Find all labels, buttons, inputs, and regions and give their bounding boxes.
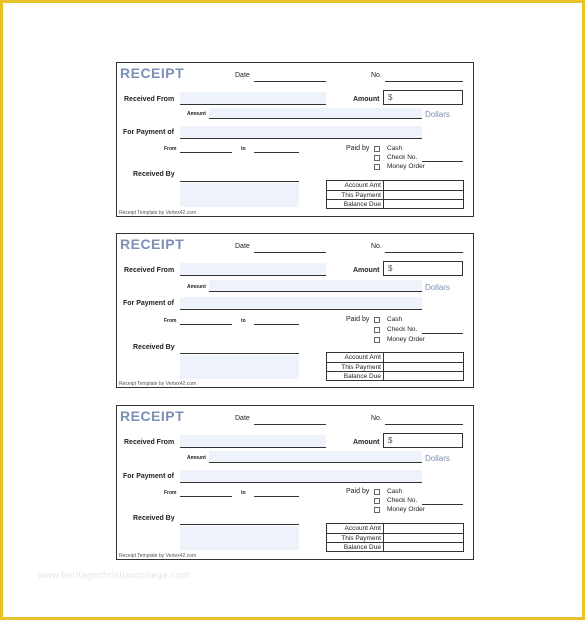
received-from-field[interactable] [180,104,326,105]
date-field[interactable] [254,81,326,82]
amount-words-label: Amount [187,455,206,461]
receipt-title: RECEIPT [120,65,185,81]
dollar-sign: $ [388,264,393,273]
from-field[interactable] [180,324,232,325]
amount-words-field[interactable] [209,291,422,292]
amount-box[interactable] [383,261,463,276]
cash-checkbox[interactable] [374,489,380,495]
money-order-label: Money Order [387,506,425,513]
paid-by-label: Paid by [346,145,370,152]
receipt-2 [116,233,474,388]
amount-box[interactable] [383,90,463,105]
dollar-sign: $ [388,93,393,102]
for-payment-field[interactable] [180,309,422,310]
check-number-field[interactable] [422,333,463,334]
received-by-field[interactable] [180,181,299,182]
check-no-label: Check No. [387,326,418,333]
balance-due-field[interactable] [384,200,463,209]
for-payment-label: For Payment of [123,473,174,480]
receipt-3 [116,405,474,560]
check-no-label: Check No. [387,497,418,504]
dollars-label: Dollars [425,283,450,292]
amount-words-field[interactable] [209,118,422,119]
for-payment-label: For Payment of [123,129,174,136]
to-field[interactable] [254,152,299,153]
cash-label: Cash [387,145,403,152]
balance-due-label: Balance Due [327,372,384,381]
receipt-title: RECEIPT [120,236,185,252]
to-field[interactable] [254,496,299,497]
to-field[interactable] [254,324,299,325]
balance-due-label: Balance Due [327,543,384,552]
check-checkbox[interactable] [374,155,380,161]
money-order-checkbox[interactable] [374,507,380,513]
account-amt-label: Account Amt [327,353,384,362]
dollar-sign: $ [388,436,393,445]
from-label: From [164,318,177,324]
from-label: From [164,146,177,152]
receipt-footer: Receipt Template by Vertex42.com [119,210,197,216]
this-payment-label: This Payment [327,191,384,200]
amount-box[interactable] [383,433,463,448]
received-from-field[interactable] [180,275,326,276]
from-field[interactable] [180,152,232,153]
to-label: to [241,318,246,324]
date-label: Date [235,72,250,79]
account-amt-field[interactable] [384,181,463,190]
received-by-label: Received By [133,344,175,351]
no-label: No. [371,415,382,422]
account-amt-field[interactable] [384,353,463,362]
money-order-label: Money Order [387,163,425,170]
receipt-title: RECEIPT [120,408,185,424]
received-from-label: Received From [124,267,175,274]
received-by-field[interactable] [180,353,299,354]
balance-due-field[interactable] [384,543,463,552]
balance-due-label: Balance Due [327,200,384,209]
receipt-footer: Receipt Template by Vertex42.com [119,381,197,387]
receipt-number-field[interactable] [385,81,463,82]
date-label: Date [235,415,250,422]
check-checkbox[interactable] [374,327,380,333]
check-no-label: Check No. [387,154,418,161]
cash-label: Cash [387,316,403,323]
dollars-label: Dollars [425,454,450,463]
cash-checkbox[interactable] [374,317,380,323]
cash-checkbox[interactable] [374,146,380,152]
totals-table [326,352,464,381]
for-payment-label: For Payment of [123,300,174,307]
dollars-label: Dollars [425,110,450,119]
receipt-1 [116,62,474,217]
amount-words-label: Amount [187,111,206,117]
totals-table [326,523,464,552]
cash-label: Cash [387,488,403,495]
account-amt-label: Account Amt [327,524,384,533]
received-by-field[interactable] [180,524,299,525]
account-amt-label: Account Amt [327,181,384,190]
money-order-label: Money Order [387,336,425,343]
amount-words-label: Amount [187,284,206,290]
this-payment-label: This Payment [327,363,384,372]
watermark-text: www.heritagechristiancollege.com [38,570,190,580]
receipt-footer: Receipt Template by Vertex42.com [119,553,197,559]
to-label: to [241,490,246,496]
no-label: No. [371,243,382,250]
received-from-field[interactable] [180,447,326,448]
received-from-label: Received From [124,439,175,446]
amount-label: Amount [353,439,380,446]
amount-words-field[interactable] [209,462,422,463]
balance-due-field[interactable] [384,372,463,381]
check-checkbox[interactable] [374,498,380,504]
amount-label: Amount [353,96,380,103]
no-label: No. [371,72,382,79]
received-by-label: Received By [133,515,175,522]
for-payment-field[interactable] [180,138,422,139]
totals-table [326,180,464,209]
this-payment-label: This Payment [327,534,384,543]
account-amt-field[interactable] [384,524,463,533]
paid-by-label: Paid by [346,316,370,323]
date-field[interactable] [254,252,326,253]
for-payment-field[interactable] [180,482,422,483]
date-label: Date [235,243,250,250]
money-order-checkbox[interactable] [374,337,380,343]
to-label: to [241,146,246,152]
received-from-label: Received From [124,96,175,103]
amount-label: Amount [353,267,380,274]
receipt-number-field[interactable] [385,252,463,253]
money-order-checkbox[interactable] [374,164,380,170]
date-field[interactable] [254,424,326,425]
from-field[interactable] [180,496,232,497]
received-by-label: Received By [133,171,175,178]
from-label: From [164,490,177,496]
check-number-field[interactable] [422,504,463,505]
check-number-field[interactable] [422,161,463,162]
paid-by-label: Paid by [346,488,370,495]
receipt-number-field[interactable] [385,424,463,425]
